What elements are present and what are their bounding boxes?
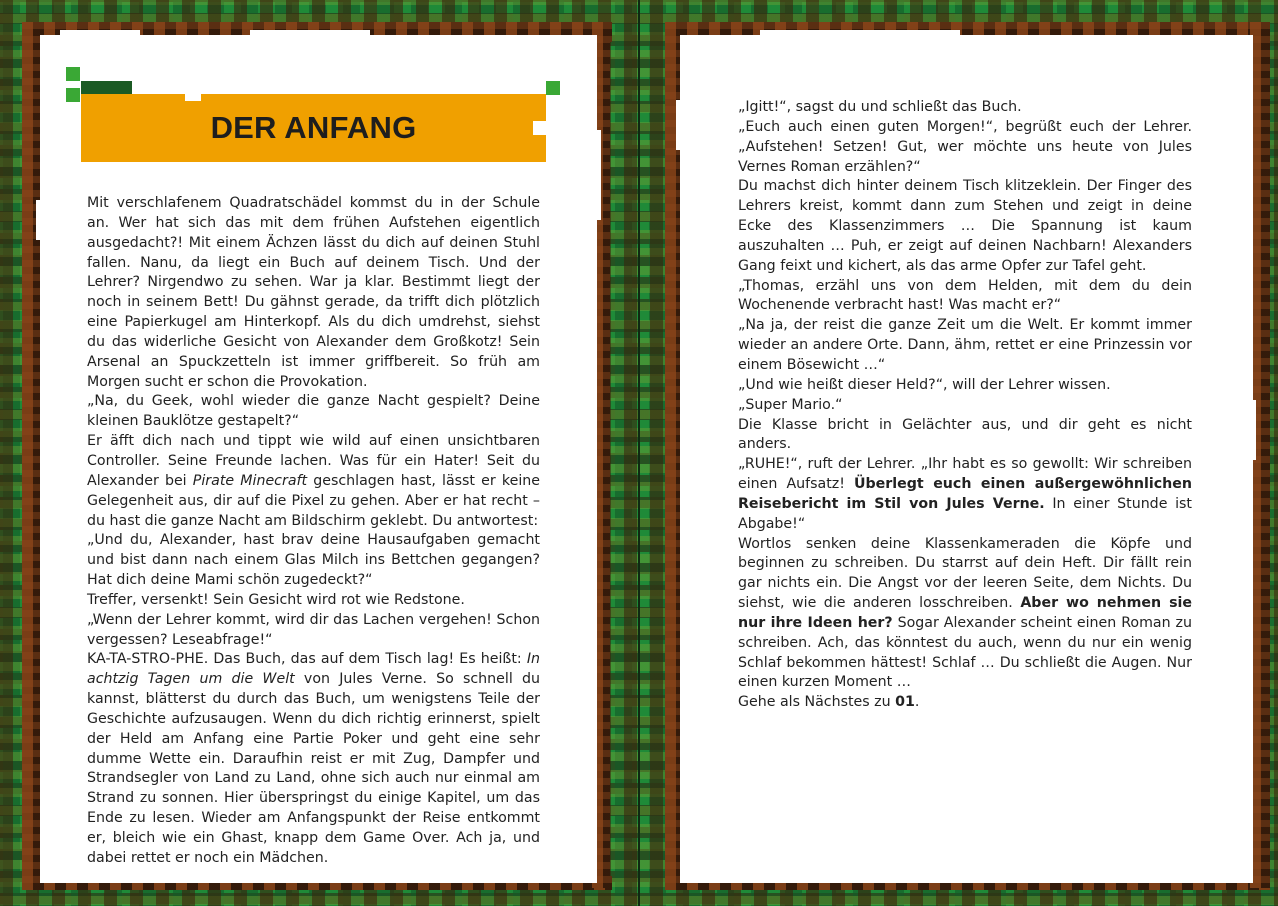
text-run: Wortlos senken deine Klassenkameraden die Köpfe und beginnen zu schreiben. Du starrst auf dein Heft. Dir fällt rein gar nichts ein. Die Angst vor der leeren Seite, dem Nichts. Du siehst, wie die anderen losschreiben. bbox=[738, 535, 1192, 612]
paragraph bbox=[87, 392, 540, 432]
chapter-title-banner bbox=[81, 94, 546, 162]
paragraph bbox=[87, 194, 540, 392]
right-page-body-text bbox=[738, 98, 1192, 713]
italic-text: Pirate Minecraft bbox=[192, 472, 308, 489]
text-run: KA-TA-STRO-PHE. Das Buch, das auf dem Tisch lag! Es heißt: bbox=[87, 651, 527, 668]
paragraph bbox=[738, 416, 1192, 456]
text-run: „Thomas, erzähl uns von dem Helden, mit dem du dein Wochenende verbracht hast! Was macht er?“ bbox=[738, 277, 1192, 314]
text-run: Sogar Alexander scheint einen Roman zu schreiben. Ach, das könntest du auch, wenn du nur ein wenig Schlaf bekommen hättest! Schlaf … Du schließt die Augen. Nur einen kurzen Moment … bbox=[738, 614, 1192, 691]
book-spine bbox=[638, 0, 640, 906]
page-notch bbox=[760, 30, 960, 38]
text-run: Mit verschlafenem Quadratschädel kommst du in der Schule an. Wer hat sich das mit dem frühen Aufstehen eigentlich ausgedacht?! Mit einem Ächzen lässt du dich auf deinen Stuhl fallen. Nanu, da liegt ein Buch auf deinem Tisch. Und der Lehrer? Nirgendwo zu sehen. War ja klar. Bestimmt liegt der noch in seinem Bett! Du gähnst gerade, da trifft dich plötzlich eine Papierkugel am Hinterkopf. Als du dich umdrehst, siehst du das widerliche Gesicht von Alexander dem Großkotz! Sein Arsenal an Spuckzetteln ist immer griffbereit. So früh am Morgen sucht er schon die Provokation. bbox=[87, 195, 540, 390]
chapter-title: DER ANFANG bbox=[210, 110, 417, 145]
text-run: geschlagen hast, lässt er keine Gelegenheit aus, dir auf die Pixel zu gehen. Aber er hat recht – du hast die ganze Nacht am Bildschirm geklebt. Du antwortest: bbox=[87, 472, 540, 529]
paragraph bbox=[738, 277, 1192, 317]
banner-notch bbox=[185, 94, 201, 101]
text-run: . bbox=[914, 694, 920, 711]
text-run: Er äfft dich nach und tippt wie wild auf einen unsichtbaren Controller. Seine Freunde lachen. Was für ein Hater! Seit du Alexander bei bbox=[87, 433, 540, 489]
page-notch bbox=[676, 100, 682, 150]
pixel-decoration bbox=[66, 67, 80, 81]
text-run: Die Klasse bricht in Gelächter aus, und dir geht es nicht anders. bbox=[738, 416, 1192, 453]
text-run: „Na ja, der reist die ganze Zeit um die Welt. Er kommt immer wieder an andere Orte. Dann, ähm, rettet er eine Prinzessin vor einem Bösewicht …“ bbox=[738, 317, 1192, 373]
text-run: „Igitt!“, sagst du und schließt das Buch. bbox=[738, 99, 1022, 115]
paragraph bbox=[738, 118, 1192, 178]
pixel-decoration bbox=[66, 88, 80, 102]
page-notch bbox=[1250, 400, 1256, 460]
paragraph bbox=[87, 591, 540, 611]
paragraph bbox=[738, 177, 1192, 276]
page-notch bbox=[250, 30, 370, 38]
bold-text: 01 bbox=[895, 694, 915, 711]
paragraph bbox=[738, 455, 1192, 534]
paragraph bbox=[738, 376, 1192, 396]
text-run: „Und du, Alexander, hast brav deine Hausaufgaben gemacht und bist dann nach einem Glas Milch ins Bettchen gegangen? Hat dich deine Mami schön zugedeckt?“ bbox=[87, 532, 540, 589]
text-run: „Super Mario.“ bbox=[738, 396, 843, 413]
page-notch bbox=[60, 30, 140, 38]
text-run: von Jules Verne. So schnell du kannst, blätterst du durch das Buch, um wenigstens Teile der Geschichte aufzusaugen. Wenn du dich richtig erinnerst, spielt der Held am Anfang eine Partie Poker und geht eine sehr dumme Wette ein. Daraufhin reist er mit Zug, Dampfer und Strandsegler von Land zu Land, ohne sich auch nur einmal am Strand zu sonnen. Hier überspringst du einige Kapitel, um das Ende zu lesen. Wieder am Anfangspunkt der Reise entkommt er, bleich wie ein Ghast, knapp dem Game Over. Ach ja, und dabei rettet er noch ein Mädchen. bbox=[87, 671, 540, 866]
bold-text: Aber wo nehmen sie nur ihre Ideen her? bbox=[738, 595, 1192, 631]
paragraph bbox=[738, 98, 1192, 118]
text-run: „Und wie heißt dieser Held?“, will der Lehrer wissen. bbox=[738, 376, 1111, 393]
text-run: „Euch auch einen guten Morgen!“, begrüßt euch der Lehrer. „Aufstehen! Setzen! Gut, wer möchte uns heute von Jules Vernes Roman erzählen?“ bbox=[738, 118, 1192, 175]
pixel-decoration bbox=[81, 81, 132, 95]
paragraph bbox=[738, 693, 1192, 713]
text-run: „RUHE!“, ruft der Lehrer. „Ihr habt es so gewollt: Wir schreiben einen Aufsatz! bbox=[738, 456, 1192, 493]
pixel-decoration bbox=[546, 81, 560, 95]
bold-text: Überlegt euch einen außergewöhnlichen Reisebericht im Stil von Jules Verne. bbox=[738, 476, 1192, 512]
paragraph bbox=[87, 650, 540, 868]
text-run: Treffer, versenkt! Sein Gesicht wird rot wie Redstone. bbox=[87, 591, 465, 608]
banner-notch bbox=[533, 121, 547, 135]
page-notch bbox=[595, 130, 601, 220]
text-run: Gehe als Nächstes zu bbox=[738, 694, 896, 711]
left-page-body-text bbox=[87, 194, 540, 869]
text-run: Du machst dich hinter deinem Tisch klitzeklein. Der Finger des Lehrers kreist, kommt dann zum Stehen und zeigt in deine Ecke des Klassenzimmers … Die Spannung ist kaum auszuhalten … Puh, er zeigt auf deinen Nachbarn! Alexanders Gang feixt und kichert, als das arme Opfer zur Tafel geht. bbox=[738, 178, 1192, 274]
paragraph bbox=[87, 531, 540, 591]
paragraph bbox=[87, 611, 540, 651]
paragraph bbox=[738, 396, 1192, 416]
italic-text: In achtzig Tagen um die Welt bbox=[87, 651, 540, 688]
paragraph bbox=[87, 432, 540, 531]
text-run: „Na, du Geek, wohl wieder die ganze Nacht gespielt? Deine kleinen Bauklötze gestapelt?“ bbox=[87, 393, 540, 430]
paragraph bbox=[738, 535, 1192, 694]
text-run: „Wenn der Lehrer kommt, wird dir das Lachen vergehen! Schon vergessen? Leseabfrage!“ bbox=[87, 611, 540, 648]
text-run: In einer Stunde ist Abgabe!“ bbox=[738, 495, 1192, 532]
page-notch bbox=[36, 200, 42, 240]
paragraph bbox=[738, 316, 1192, 376]
